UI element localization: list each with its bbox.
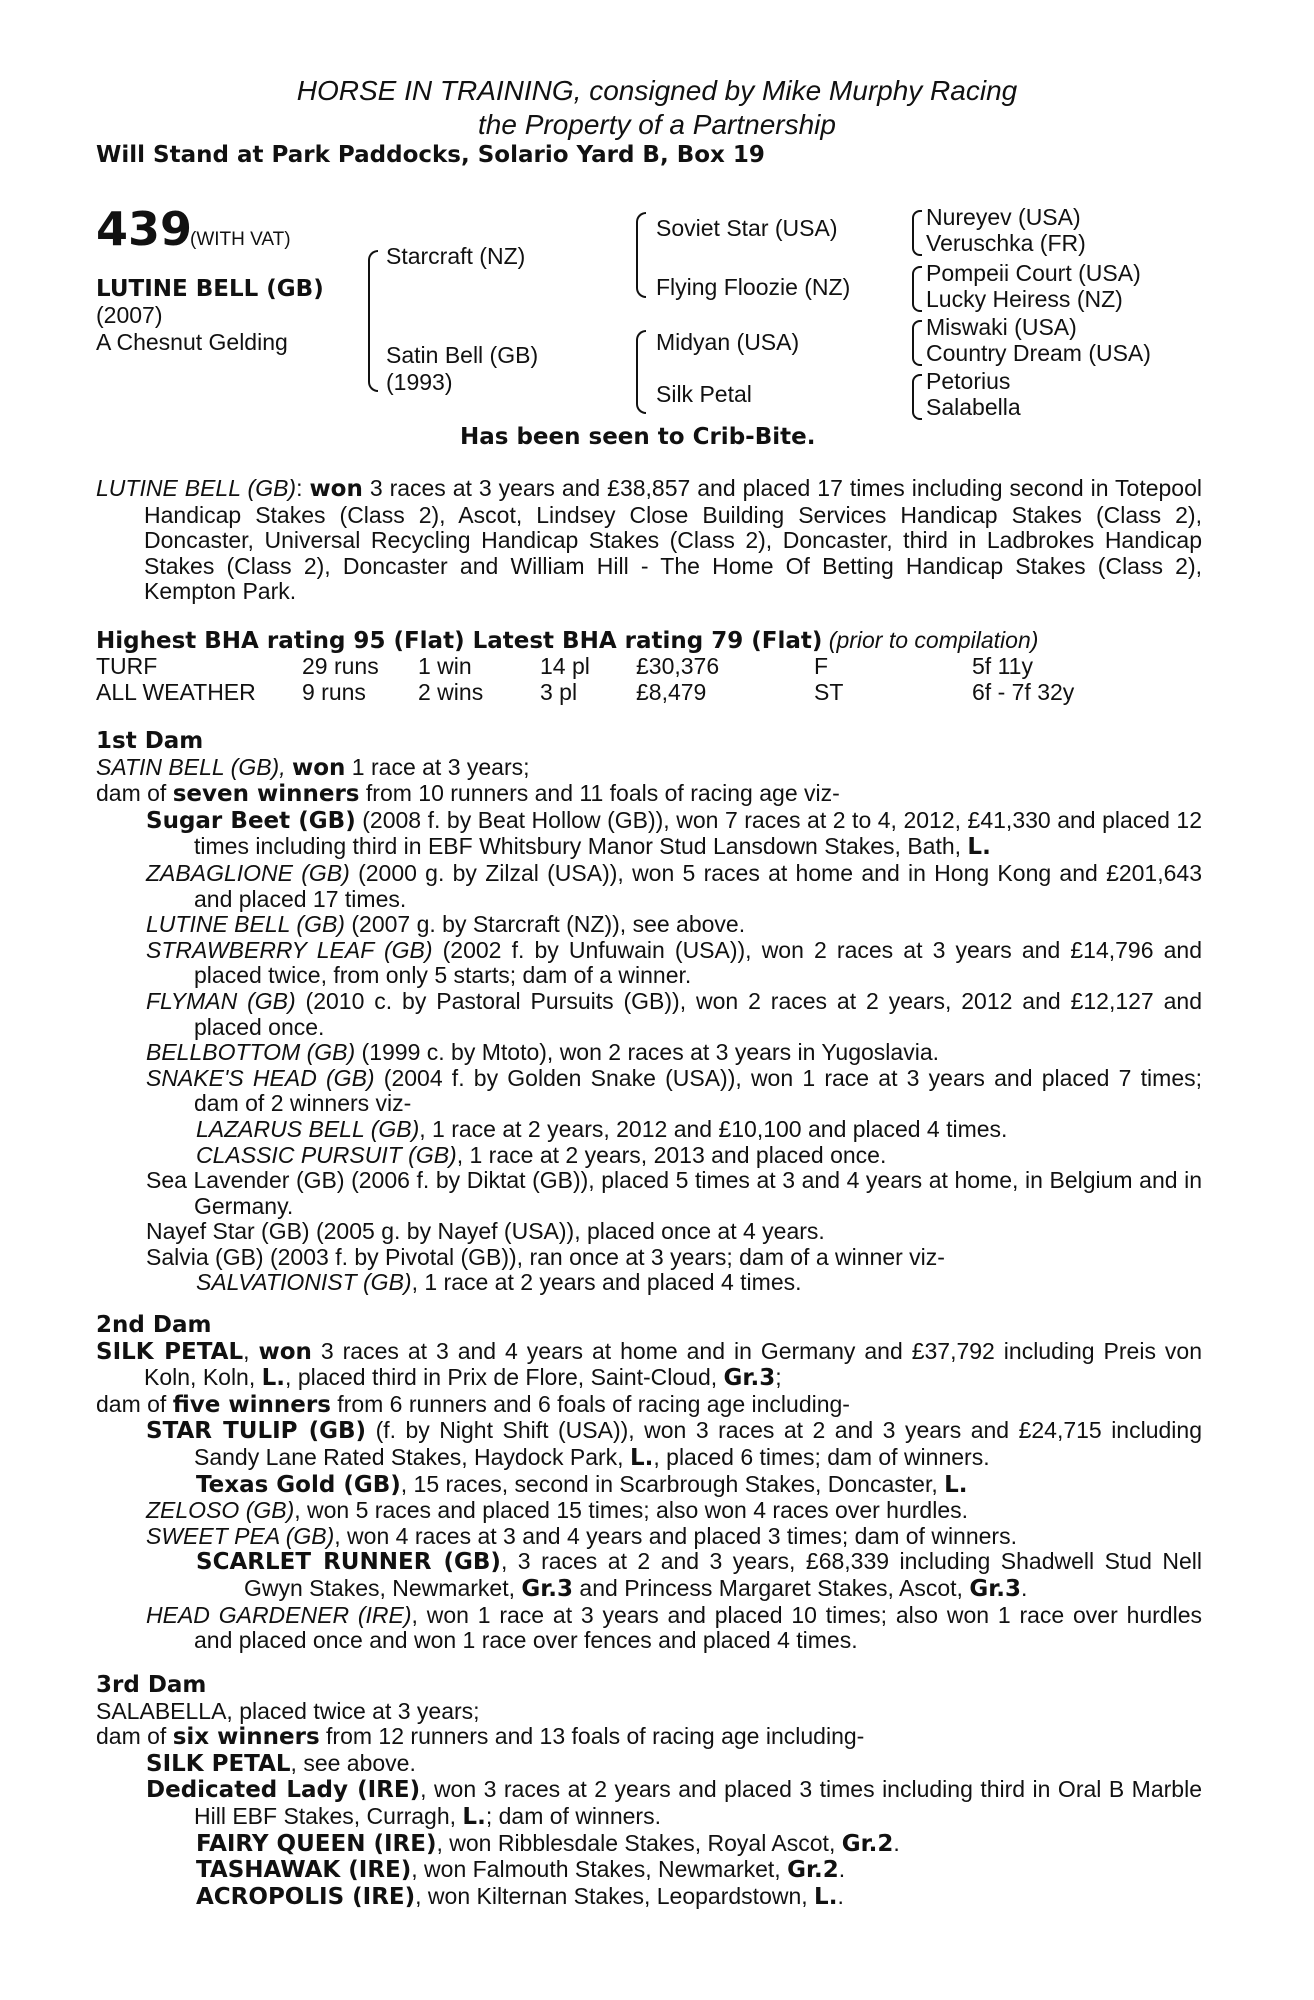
progeny-text: (2007 g. by Starcraft (NZ)), see above. [344,911,746,938]
progeny-text: ; dam of winners. [485,1802,661,1829]
pedigree-dam: Satin Bell (GB) [386,342,539,368]
pedigree-dam-year: (1993) [386,369,453,395]
progeny-sweet-pea [96,1524,1202,1550]
grandprogeny-acropolis [96,1884,1202,1911]
progeny-text: , won Ribblesdale Stakes, Royal Ascot, [436,1829,842,1856]
rating-going: ST [814,679,844,705]
progeny-text: (1999 c. by Mtoto), won 2 races at 3 years in Yugoslavia. [355,1039,939,1066]
progeny-salvia [96,1245,1202,1271]
progeny-strawberry-leaf [96,938,1202,989]
text: from 10 runners and 11 foals of racing age viz- [359,780,840,807]
first-dam-text: 1 race at 3 years; [345,753,530,780]
progeny-name: CLASSIC PURSUIT (GB) [196,1141,457,1168]
progeny-text: , won 1 race at 3 years and placed 10 times; also won 1 race over hurdles and placed once and won 1 race over fences and placed 4 times. [194,1601,1203,1654]
second-dam-heading: 2nd Dam [96,1312,212,1338]
progeny-text: , 15 races, second in Scarbrough Stakes, Doncaster, [400,1470,945,1497]
progeny-text: . [893,1829,900,1856]
grandprogeny-tashawak [96,1857,1202,1884]
first-dam-heading: 1st Dam [96,728,204,754]
pedigree-note: Has been seen to Crib-Bite. [460,424,816,450]
progeny-name: LAZARUS BELL (GB) [196,1115,420,1142]
listed-marker: L. [629,1444,654,1471]
winners-count: seven winners [172,781,360,808]
grandprogeny-fairy-queen [96,1831,1202,1858]
horse-name: LUTINE BELL (GB) [96,276,324,302]
group-marker: Gr.2 [787,1857,839,1884]
progeny-name: BELLBOTTOM (GB) [146,1039,356,1066]
progeny-head-gardener [96,1603,1202,1654]
progeny-name: SALVATIONIST (GB) [196,1269,412,1296]
progeny-text: , 1 race at 2 years, 2013 and placed once. [456,1141,887,1168]
progeny-name: LUTINE BELL (GB) [146,911,345,938]
text: ; [775,1364,782,1391]
pedigree-g2: Veruschka (FR) [926,230,1086,256]
ratings-row-aw [96,680,1206,706]
text: dam of [96,1390,173,1417]
text: dam of [96,1723,173,1750]
pedigree-brace-g2 [912,266,922,312]
ratings-title: Highest BHA rating 95 (Flat) Latest BHA rating 79 (Flat) [96,628,823,654]
pedigree-g8: Salabella [926,394,1021,420]
progeny-text: . [837,1882,844,1909]
pedigree-sire: Starcraft (NZ) [386,243,526,269]
progeny-text: (f. by Night Shift (USA)), won 3 races at 2 and 3 years and £24,715 including Sandy Lane Rated Stakes, Haydock Park, [194,1417,1202,1470]
progeny-text: (2000 g. by Zilzal (USA)), won 5 races at home and in Hong Kong and £201,643 and placed 17 times. [194,859,1202,912]
progeny-name: ACROPOLIS (IRE) [196,1883,416,1910]
progeny-sea-lavender [96,1168,1202,1219]
progeny-silk-petal [96,1751,1202,1778]
winners-count: five winners [172,1391,331,1418]
pedigree-g7: Petorius [926,368,1011,394]
progeny-name: FAIRY QUEEN (IRE) [196,1830,437,1857]
progeny-text: , see above. [290,1749,416,1776]
listed-marker: L. [967,834,991,861]
progeny-text: (2010 c. by Pastoral Pursuits (GB)), won 2 races at 2 years, 2012 and £12,127 and placed once. [194,987,1202,1040]
pedigree-g6: Country Dream (USA) [926,340,1151,366]
progeny-name: Texas Gold (GB) [196,1471,401,1498]
grandprogeny-texas-gold [96,1472,1202,1499]
progeny-text: , placed 6 times; dam of winners. [653,1443,990,1470]
horse-description: A Chesnut Gelding [96,329,288,355]
ratings-note: (prior to compilation) [828,627,1039,653]
rating-earnings: £30,376 [636,653,720,679]
rating-runs: 29 runs [302,653,379,679]
text: 3 races at 3 and 4 years at home and in Germany and £37,792 including Preis von Koln, Koln, [144,1337,1202,1391]
rating-surface: ALL WEATHER [96,679,256,705]
group-marker: Gr.3 [969,1575,1022,1602]
progeny-zabaglione [96,861,1202,912]
progeny-text: . [838,1856,846,1883]
progeny-text: Salvia (GB) (2003 f. by Pivotal (GB)), ran once at 3 years; dam of a winner viz- [146,1243,945,1270]
progeny-text: , 1 race at 2 years, 2012 and £10,100 and placed 4 times. [419,1115,1008,1142]
listed-marker: L. [462,1803,486,1830]
progeny-name: STAR TULIP (GB) [146,1418,367,1445]
progeny-name: SWEET PEA (GB) [146,1522,335,1549]
progeny-text: . [1021,1574,1028,1601]
first-dam-name: SATIN BELL (GB), [96,753,286,780]
progeny-name: HEAD GARDENER (IRE) [146,1601,412,1628]
winners-count: six winners [172,1724,320,1751]
second-dam-name: SILK PETAL [96,1338,244,1365]
rating-going: F [814,653,829,679]
lot-number: 439 [96,202,193,256]
won-label: won [291,754,346,781]
listed-marker: L. [814,1883,838,1910]
group-marker: Gr.3 [723,1365,776,1392]
rating-distance: 5f 11y [972,653,1033,679]
progeny-text: (2002 f. by Unfuwain (USA)), won 2 races at 3 years and £14,796 and placed twice, from only 5 starts; dam of a winner. [194,936,1203,989]
progeny-name: STRAWBERRY LEAF (GB) [146,936,433,963]
progeny-name: FLYMAN (GB) [146,987,296,1014]
progeny-text: (2008 f. by Beat Hollow (GB)), won 7 races at 2 to 4, 2012, £41,330 and placed 12 times including third in EBF Whitsbury Manor Stud Lansdown Stakes, Bath, [194,806,1202,860]
pedigree-brace-sire [636,212,646,298]
progeny-name: SILK PETAL [146,1750,291,1777]
ratings-table [96,654,1206,706]
grandprogeny-lazarus-bell [96,1117,1202,1143]
second-dam-section [96,1313,1202,1654]
progeny-text: , won Falmouth Stakes, Newmarket, [411,1856,788,1883]
progeny-flyman [96,989,1202,1040]
progeny-name: SNAKE'S HEAD (GB) [146,1064,375,1091]
progeny-name: ZABAGLIONE (GB) [146,859,350,886]
lot-vat: (WITH VAT) [190,229,291,250]
listed-marker: L. [944,1471,968,1498]
progeny-text: and Princess Margaret Stakes, Ascot, [573,1574,970,1601]
progeny-name: Sugar Beet (GB) [146,807,356,834]
progeny-text: , 3 races at 2 and 3 years, £68,339 including Shadwell Stud Nell Gwyn Stakes, Newmarket, [244,1548,1203,1601]
text: from 12 runners and 13 foals of racing age including- [319,1723,865,1750]
header-subtitle: the Property of a Partnership [478,109,836,140]
progeny-zeloso [96,1498,1202,1524]
progeny-text: Sea Lavender (GB) (2006 f. by Diktat (GB)), placed 5 times at 3 and 4 years at home, in Belgium and in Germany. [146,1167,1202,1219]
pedigree-sire-sire: Soviet Star (USA) [656,215,838,241]
pedigree-sire-dam: Flying Floozie (NZ) [656,274,851,300]
progeny-text: , won 3 races at 2 years and placed 3 times including third in Oral B Marble Hill EBF Stakes, Curragh, [194,1776,1202,1829]
rating-runs: 9 runs [302,679,366,705]
pedigree-g3: Pompeii Court (USA) [926,260,1141,286]
group-marker: Gr.2 [841,1830,894,1857]
pedigree-brace-dam [636,330,646,414]
text: , [243,1337,259,1364]
rating-earnings: £8,479 [636,679,707,705]
text: dam of [96,780,173,807]
pedigree-g5: Miswaki (USA) [926,314,1077,340]
rating-placed: 3 pl [540,679,578,705]
header-location: Will Stand at Park Paddocks, Solario Yard B, Box 19 [96,142,765,168]
first-dam-section [96,729,1202,1296]
pedigree-g1: Nureyev (USA) [926,204,1081,230]
progeny-name: Dedicated Lady (IRE) [146,1777,421,1804]
progeny-name: ZELOSO (GB) [146,1497,295,1524]
summary-won: won [309,476,363,502]
progeny-name: TASHAWAK (IRE) [196,1857,412,1884]
progeny-lutine-bell [96,912,1202,938]
rating-wins: 1 win [418,653,472,679]
grandprogeny-classic-pursuit [96,1143,1202,1169]
progeny-text: Nayef Star (GB) (2005 g. by Nayef (USA)), placed once at 4 years. [146,1218,825,1245]
won-label: won [258,1338,312,1365]
text: from 6 runners and 6 foals of racing age including- [330,1390,850,1417]
progeny-text: , 1 race at 2 years and placed 4 times. [411,1269,802,1296]
progeny-bellbottom [96,1040,1202,1066]
ratings-row-turf [96,654,1206,680]
pedigree-brace-g1 [912,210,922,256]
progeny-snakes-head [96,1066,1202,1117]
rating-wins: 2 wins [418,679,484,705]
third-dam-section [96,1673,1202,1910]
progeny-nayef-star [96,1219,1202,1245]
progeny-text: , won Kilternan Stakes, Leopardstown, [415,1882,815,1909]
pedigree-dam-dam: Silk Petal [656,381,752,407]
third-dam-record: SALABELLA, placed twice at 3 years; [96,1697,480,1724]
pedigree-brace-g4 [912,374,922,420]
progeny-dedicated-lady [96,1777,1202,1830]
progeny-text: , won 5 races and placed 15 times; also won 4 races over hurdles. [294,1497,968,1524]
grandprogeny-scarlet-runner [96,1549,1202,1602]
listed-marker: L. [261,1365,286,1392]
progeny-star-tulip [96,1418,1202,1471]
summary-text: 3 races at 3 years and £38,857 and placed 17 times including second in Totepool Handicap Stakes (Class 2), Ascot, Lindsey Close Building Services Handicap Stakes (Class 2), Doncaster, Universal Recycling Handicap Stakes (Class 2), Doncaster, third in Ladbrokes Handicap Stakes (Class 2), Doncaster and William Hill - The Home Of Betting Handicap Stakes (Class 2), Kempton Park. [144,475,1202,605]
pedigree-g4: Lucky Heiress (NZ) [926,286,1123,312]
progeny-sugar-beet [96,808,1202,861]
grandprogeny-salvationist [96,1270,1202,1296]
second-dam-record [96,1339,1202,1392]
group-marker: Gr.3 [521,1575,574,1602]
pedigree-brace-g3 [912,320,922,366]
rating-distance: 6f - 7f 32y [972,679,1075,705]
header-title: HORSE IN TRAINING, consigned by Mike Murphy Racing [296,75,1018,106]
summary-name: LUTINE BELL (GB) [96,475,297,501]
progeny-text: , won 4 races at 3 and 4 years and placed 3 times; dam of winners. [334,1522,1017,1549]
progeny-text: (2004 f. by Golden Snake (USA)), won 1 race at 3 years and placed 7 times; dam of 2 winners viz- [194,1064,1203,1117]
progeny-name: SCARLET RUNNER (GB) [196,1549,501,1576]
pedigree-brace-main [368,250,378,392]
pedigree-dam-sire: Midyan (USA) [656,329,800,355]
rating-surface: TURF [96,653,158,679]
race-summary: LUTINE BELL (GB): won 3 races at 3 years and £38,857 and placed 17 times including second in Totepool Handicap Stakes (Class 2), Ascot, Lindsey Close Building Services Handicap Stakes (Class 2), Doncaster, Universal Recycling Handicap Stakes (Class 2), Doncaster, third in Ladbrokes Handicap Stakes (Class 2), Doncaster and William Hill - The Home Of Betting Handicap Stakes (Class 2), Kempton Park. [96,475,1202,605]
rating-placed: 14 pl [540,653,590,679]
third-dam-heading: 3rd Dam [96,1672,207,1698]
horse-year: (2007) [96,302,163,328]
ratings-heading [96,628,1038,655]
text: , placed third in Prix de Flore, Saint-Cloud, [285,1364,724,1391]
